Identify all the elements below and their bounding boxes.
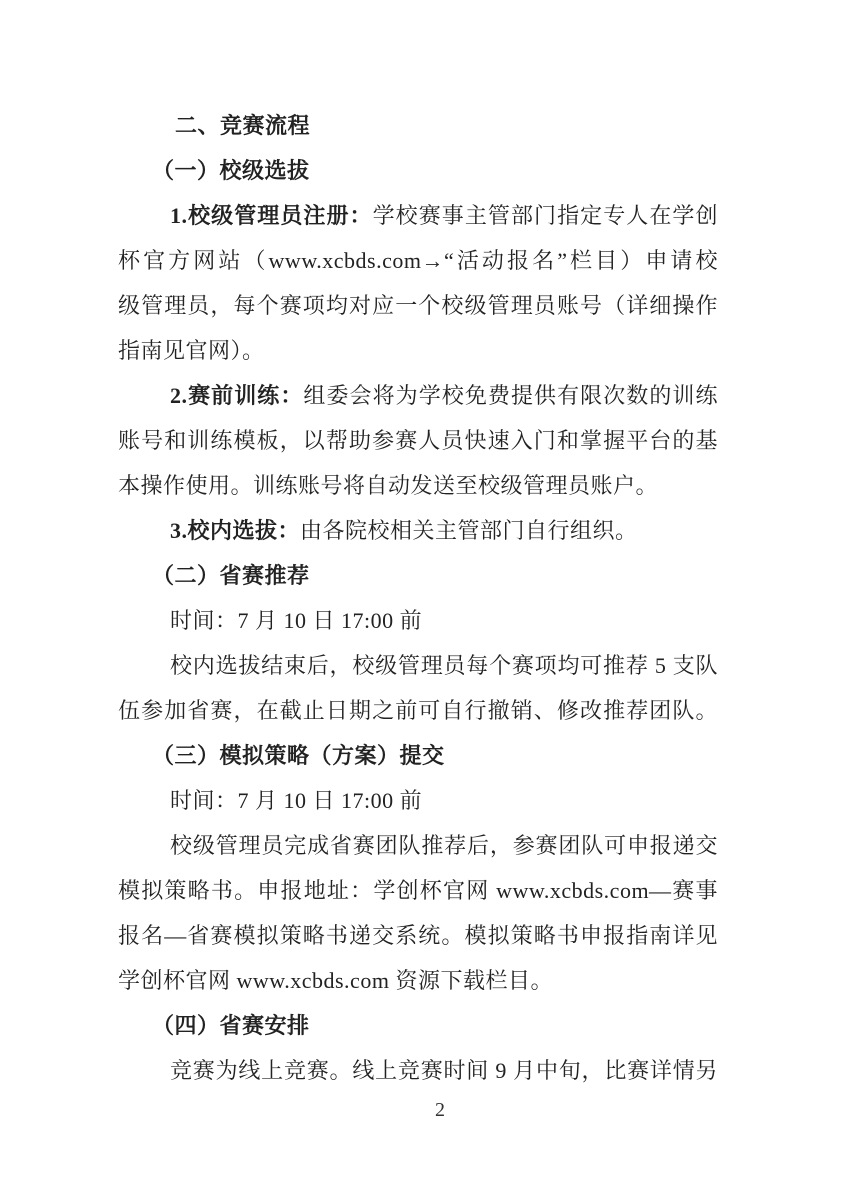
body-text-line — [118, 823, 718, 868]
body-text-line — [118, 238, 718, 283]
body-text-line — [118, 463, 718, 508]
body-text-line — [118, 1048, 718, 1093]
body-text-line — [118, 958, 718, 1003]
text-run: 学创杯官网 www.xcbds.com 资源下载栏目。 — [118, 968, 553, 993]
text-run: 指南见官网）。 — [118, 338, 265, 363]
body-text-line — [118, 688, 718, 733]
subsection-heading — [118, 148, 718, 193]
page-number: 2 — [435, 1099, 445, 1121]
text-run: 由各院校相关主管部门自行组织。 — [300, 518, 638, 543]
text-run: 账号和训练模板，以帮助参赛人员快速入门和掌握平台的基 — [118, 428, 718, 453]
text-run: 时间：7 月 10 日 17:00 前 — [170, 788, 423, 813]
body-text-line — [118, 193, 718, 238]
text-run: 时间：7 月 10 日 17:00 前 — [170, 608, 423, 633]
text-run: 伍参加省赛，在截止日期之前可自行撤销、修改推荐团队。 — [118, 698, 718, 723]
bold-text-run: （三）模拟策略（方案）提交 — [152, 743, 445, 768]
body-text-line — [118, 868, 718, 913]
text-run: 学校赛事主管部门指定专人在学创 — [372, 203, 718, 228]
bold-text-run: （四）省赛安排 — [152, 1013, 310, 1038]
bold-text-run: 1.校级管理员注册： — [170, 203, 373, 228]
text-run: 组委会将为学校免费提供有限次数的训练 — [303, 383, 718, 408]
bold-text-run: （二）省赛推荐 — [152, 563, 310, 588]
body-text-line — [118, 418, 718, 463]
body-text-line — [118, 328, 718, 373]
text-run: 校内选拔结束后，校级管理员每个赛项均可推荐 5 支队 — [170, 653, 718, 678]
subsection-heading — [118, 733, 718, 778]
subsection-heading — [118, 553, 718, 598]
body-text-line — [118, 913, 718, 958]
body-text-line — [118, 508, 718, 553]
section-heading — [118, 103, 718, 148]
subsection-heading — [118, 1003, 718, 1048]
text-run: 竞赛为线上竞赛。线上竞赛时间 9 月中旬，比赛详情另 — [170, 1058, 718, 1083]
text-run: 本操作使用。训练账号将自动发送至校级管理员账户。 — [118, 473, 659, 498]
text-run: 报名—省赛模拟策略书递交系统。模拟策略书申报指南详见 — [118, 923, 718, 948]
bold-text-run: 3.校内选拔： — [170, 518, 301, 543]
body-text-line — [118, 373, 718, 418]
bold-text-run: （一）校级选拔 — [152, 158, 310, 183]
body-text-line — [118, 598, 718, 643]
body-text-line — [118, 283, 718, 328]
body-text-line — [118, 643, 718, 688]
bold-text-run: 2.赛前训练： — [170, 383, 304, 408]
text-run: 级管理员，每个赛项均对应一个校级管理员账号（详细操作 — [118, 293, 718, 318]
body-text-line — [118, 778, 718, 823]
bold-text-run: 二、竞赛流程 — [175, 113, 311, 138]
text-run: 校级管理员完成省赛团队推荐后，参赛团队可申报递交 — [170, 833, 718, 858]
text-run: 杯官方网站（www.xcbds.com→“活动报名”栏目）申请校 — [118, 248, 718, 273]
text-run: 模拟策略书。申报地址：学创杯官网 www.xcbds.com—赛事 — [118, 878, 718, 903]
document-body — [118, 103, 718, 1093]
